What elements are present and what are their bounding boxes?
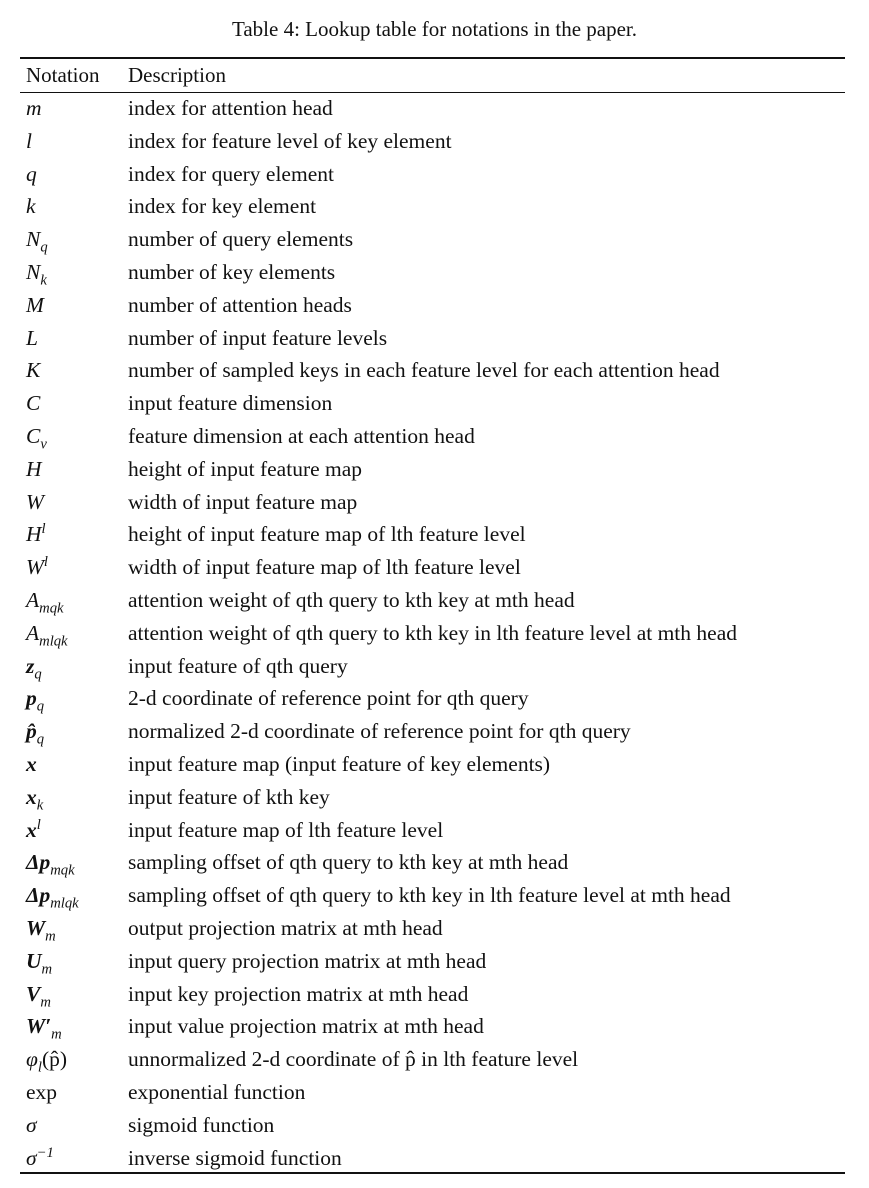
description-cell: number of key elements bbox=[128, 259, 336, 284]
table-row bbox=[0, 420, 869, 453]
description-cell: sigmoid function bbox=[128, 1112, 275, 1137]
notation-symbol: Δp bbox=[26, 883, 51, 908]
table-row bbox=[0, 256, 869, 289]
notation-argument: (p̂) bbox=[41, 1047, 68, 1072]
notation-symbol: H bbox=[26, 456, 42, 481]
description-cell: index for feature level of key element bbox=[128, 128, 452, 153]
notation-symbol: σ bbox=[26, 1145, 37, 1170]
notation-subscript: m bbox=[45, 928, 56, 945]
notation-symbol: σ bbox=[26, 1112, 37, 1137]
description-cell: sampling offset of qth query to kth key in lth feature level at mth head bbox=[128, 883, 731, 908]
table-row bbox=[0, 1076, 869, 1109]
description-cell: inverse sigmoid function bbox=[128, 1145, 342, 1170]
table-header bbox=[0, 60, 869, 90]
notation-subscript: mlqk bbox=[39, 633, 68, 650]
notation-subscript: mqk bbox=[50, 862, 75, 879]
table-row bbox=[0, 354, 869, 387]
notation-symbol: W bbox=[26, 915, 46, 940]
table-row bbox=[0, 158, 869, 191]
notation-symbol: N bbox=[26, 227, 41, 252]
notation-subscript: q bbox=[36, 698, 45, 715]
table-row bbox=[0, 945, 869, 978]
notation-cell bbox=[26, 190, 36, 223]
table-row bbox=[0, 781, 869, 814]
table-top-rule bbox=[20, 57, 845, 59]
notation-superscript: −1 bbox=[36, 1144, 54, 1161]
description-cell: number of sampled keys in each feature level for each attention head bbox=[128, 358, 720, 383]
table-row bbox=[0, 223, 869, 256]
notation-subscript: m bbox=[51, 1026, 62, 1043]
notation-symbol: x bbox=[26, 751, 37, 776]
description-cell: height of input feature map bbox=[128, 456, 363, 481]
description-cell: width of input feature map bbox=[128, 489, 358, 514]
notation-symbol: N bbox=[26, 259, 41, 284]
description-cell: input query projection matrix at mth head bbox=[128, 948, 487, 973]
notation-cell bbox=[26, 650, 42, 683]
table-row bbox=[0, 912, 869, 945]
table-row bbox=[0, 125, 869, 158]
notation-cell bbox=[26, 715, 44, 748]
notation-cell bbox=[26, 1142, 54, 1175]
notation-symbol: φ bbox=[26, 1047, 38, 1072]
notation-cell bbox=[26, 846, 75, 879]
description-cell: sampling offset of qth query to kth key at mth head bbox=[128, 850, 569, 875]
notation-symbol: x bbox=[26, 784, 37, 809]
header-notation: Notation bbox=[26, 63, 100, 87]
table-row bbox=[0, 322, 869, 355]
notation-superscript: l bbox=[43, 554, 48, 570]
table-row bbox=[0, 584, 869, 617]
notation-cell bbox=[26, 486, 44, 519]
notation-cell bbox=[26, 92, 42, 125]
description-cell: number of input feature levels bbox=[128, 325, 388, 350]
table-bottom-rule bbox=[20, 1172, 845, 1174]
notation-cell bbox=[26, 814, 41, 847]
description-cell: output projection matrix at mth head bbox=[128, 915, 443, 940]
table-row bbox=[0, 486, 869, 519]
notation-cell bbox=[26, 158, 37, 191]
description-cell: input feature map (input feature of key elements) bbox=[128, 751, 551, 776]
table-row bbox=[0, 1109, 869, 1142]
description-cell: number of attention heads bbox=[128, 292, 352, 317]
notation-subscript: q bbox=[34, 665, 42, 682]
table-row bbox=[0, 814, 869, 847]
notation-symbol: W′ bbox=[26, 1014, 52, 1039]
notation-cell bbox=[26, 1109, 37, 1142]
notation-cell bbox=[26, 748, 37, 781]
table-row bbox=[0, 682, 869, 715]
notation-symbol: k bbox=[26, 194, 36, 219]
notation-subscript: v bbox=[40, 436, 47, 453]
description-cell: feature dimension at each attention head bbox=[128, 423, 475, 448]
notation-cell bbox=[26, 1043, 67, 1076]
table-caption: Table 4: Lookup table for notations in the paper. bbox=[231, 17, 637, 41]
table-row bbox=[0, 190, 869, 223]
notation-subscript: mlqk bbox=[50, 895, 79, 912]
table-row bbox=[0, 715, 869, 748]
description-cell: attention weight of qth query to kth key at mth head bbox=[128, 587, 575, 612]
notation-cell bbox=[26, 945, 52, 978]
description-cell: input feature dimension bbox=[128, 391, 333, 416]
table-row bbox=[0, 650, 869, 683]
table-row bbox=[0, 387, 869, 420]
description-cell: index for key element bbox=[128, 194, 317, 219]
notation-symbol: Δp bbox=[26, 850, 51, 875]
notation-cell bbox=[26, 1076, 57, 1109]
table-row bbox=[0, 551, 869, 584]
notation-cell bbox=[26, 256, 47, 289]
notation-subscript: m bbox=[41, 961, 53, 978]
notation-subscript: mqk bbox=[39, 600, 64, 617]
notation-subscript: l bbox=[37, 1059, 42, 1076]
notation-symbol: W bbox=[26, 489, 44, 514]
notation-symbol: q bbox=[26, 161, 37, 186]
notation-cell bbox=[26, 617, 68, 650]
notation-cell bbox=[26, 322, 38, 355]
table-row bbox=[0, 289, 869, 322]
notation-cell bbox=[26, 912, 56, 945]
notation-subscript: q bbox=[40, 239, 48, 256]
notation-subscript: m bbox=[40, 993, 51, 1010]
description-cell: exponential function bbox=[128, 1079, 306, 1104]
description-cell: width of input feature map of lth feature level bbox=[128, 555, 521, 580]
notation-symbol: z bbox=[26, 653, 35, 678]
notation-cell bbox=[26, 420, 47, 453]
notation-symbol: V bbox=[26, 981, 41, 1006]
description-cell: unnormalized 2-d coordinate of p̂ in lth feature level bbox=[128, 1047, 579, 1072]
table-row bbox=[0, 1142, 869, 1175]
table-row bbox=[0, 92, 869, 125]
header-description: Description bbox=[128, 63, 226, 87]
notation-cell bbox=[26, 289, 44, 322]
table-row bbox=[0, 1043, 869, 1076]
notation-symbol: l bbox=[26, 128, 32, 153]
notation-cell bbox=[26, 453, 42, 486]
notation-subscript: k bbox=[40, 272, 47, 289]
notation-symbol: C bbox=[26, 423, 41, 448]
table-row bbox=[0, 617, 869, 650]
notation-symbol: W bbox=[26, 555, 44, 580]
description-cell: attention weight of qth query to kth key in lth feature level at mth head bbox=[128, 620, 737, 645]
notation-cell bbox=[26, 682, 44, 715]
description-cell: 2-d coordinate of reference point for qth query bbox=[128, 686, 529, 711]
table-body bbox=[0, 92, 869, 1174]
table-row bbox=[0, 879, 869, 912]
notation-symbol: p̂ bbox=[26, 719, 37, 744]
table-row bbox=[0, 978, 869, 1011]
table-row bbox=[0, 518, 869, 551]
notation-cell bbox=[26, 551, 48, 584]
description-cell: input value projection matrix at mth head bbox=[128, 1014, 484, 1039]
notation-symbol: A bbox=[26, 620, 40, 645]
notation-symbol: C bbox=[26, 391, 41, 416]
table-row bbox=[0, 748, 869, 781]
notation-symbol: m bbox=[26, 96, 42, 120]
description-cell: normalized 2-d coordinate of reference point for qth query bbox=[128, 719, 631, 744]
description-cell: number of query elements bbox=[128, 227, 354, 252]
notation-cell bbox=[26, 223, 48, 256]
notation-symbol: p bbox=[26, 686, 37, 711]
notation-symbol: x bbox=[26, 817, 37, 842]
description-cell: index for attention head bbox=[128, 96, 333, 120]
notation-cell bbox=[26, 125, 32, 158]
notation-superscript: l bbox=[36, 816, 41, 833]
notation-cell bbox=[26, 1010, 62, 1043]
table-row bbox=[0, 846, 869, 879]
notation-symbol: U bbox=[26, 948, 42, 973]
notation-cell bbox=[26, 354, 40, 387]
description-cell: input feature of kth key bbox=[128, 784, 330, 809]
notation-symbol: M bbox=[26, 292, 44, 317]
notation-symbol: K bbox=[26, 358, 41, 383]
description-cell: height of input feature map of lth feature level bbox=[128, 522, 526, 547]
notation-symbol: exp bbox=[26, 1079, 58, 1104]
notation-subscript: q bbox=[36, 731, 45, 748]
description-cell: input key projection matrix at mth head bbox=[128, 981, 469, 1006]
notation-symbol: A bbox=[26, 587, 40, 612]
description-cell: index for query element bbox=[128, 161, 334, 186]
notation-superscript: l bbox=[41, 521, 46, 538]
description-cell: input feature map of lth feature level bbox=[128, 817, 444, 842]
table-row bbox=[0, 453, 869, 486]
notation-symbol: L bbox=[26, 325, 38, 350]
notation-cell bbox=[26, 978, 51, 1011]
table-row bbox=[0, 1010, 869, 1043]
notation-symbol: H bbox=[26, 522, 42, 547]
notation-cell bbox=[26, 518, 46, 551]
notation-cell bbox=[26, 584, 63, 617]
notation-cell bbox=[26, 879, 79, 912]
notation-cell bbox=[26, 387, 40, 420]
description-cell: input feature of qth query bbox=[128, 653, 348, 678]
notation-cell bbox=[26, 781, 43, 814]
notation-subscript: k bbox=[36, 797, 44, 814]
